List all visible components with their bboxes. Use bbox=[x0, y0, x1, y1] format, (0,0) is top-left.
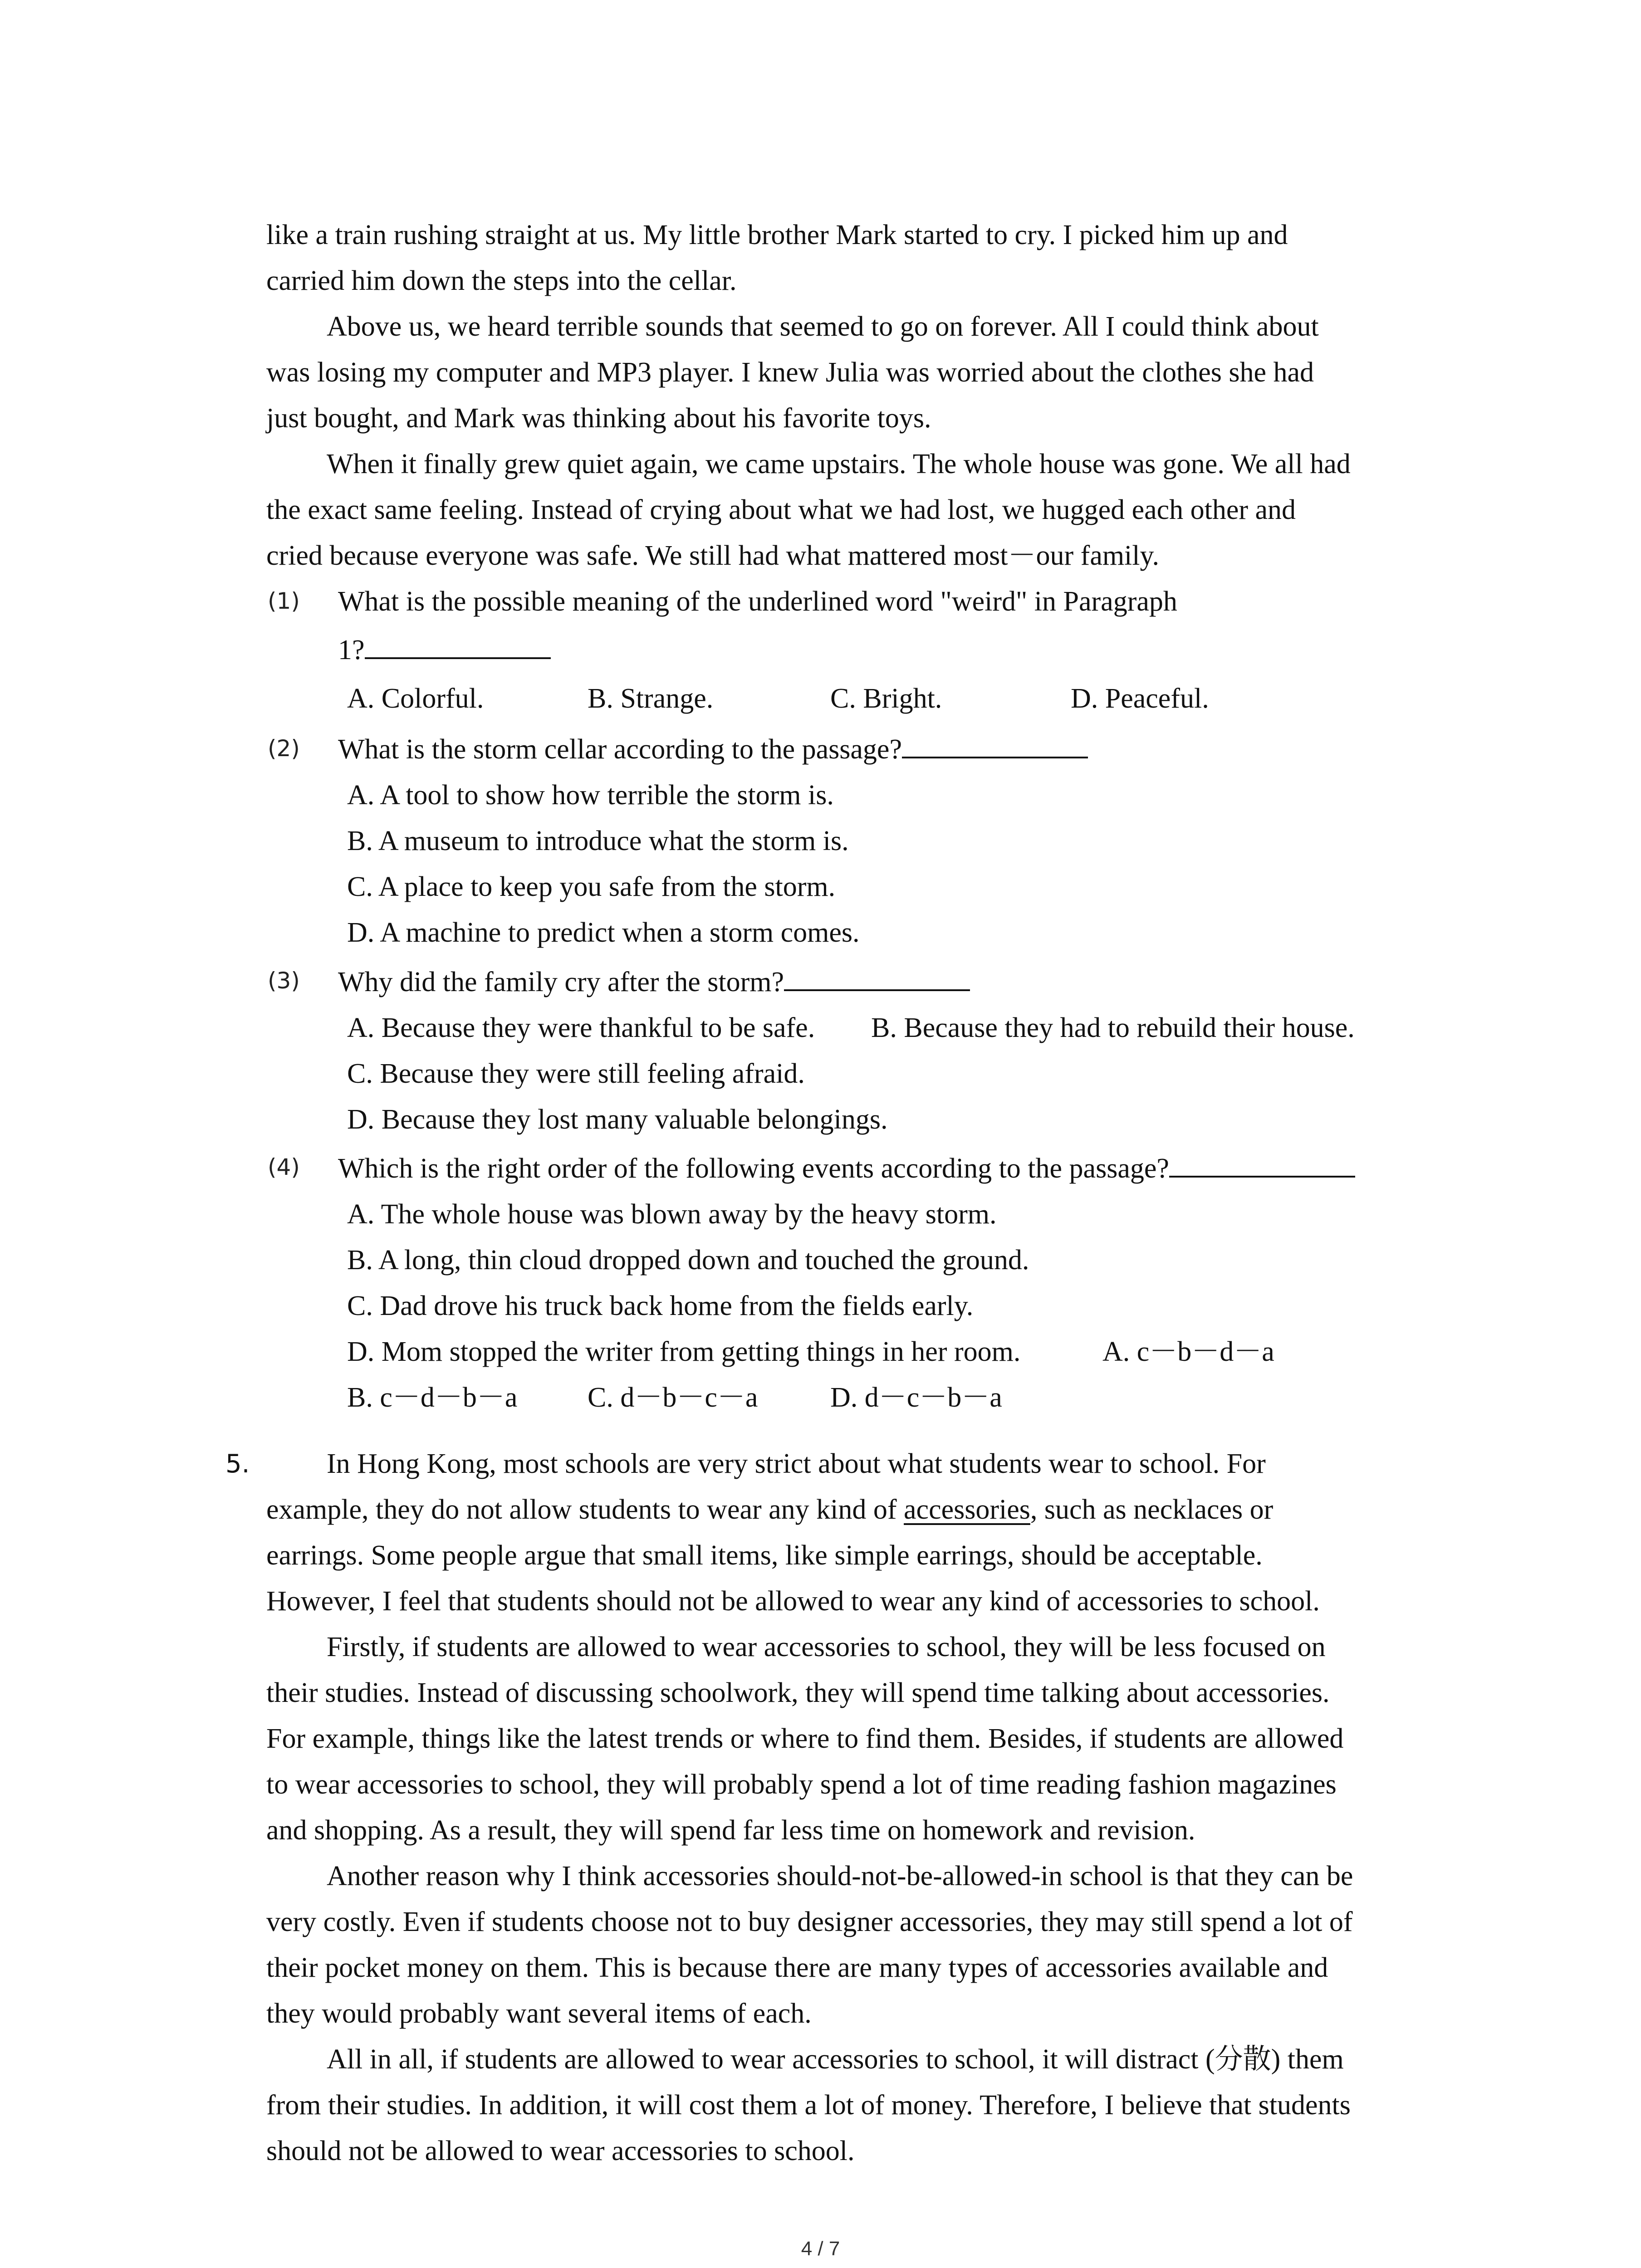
passage-line: earrings. Some people argue that small items, like simple earrings, should be acceptable. bbox=[266, 1540, 1263, 1571]
options-row bbox=[347, 1005, 1436, 1051]
option-a: A. Colorful. bbox=[347, 683, 484, 714]
passage-line: very costly. Even if students choose not to buy designer accessories, they may still spend a lot of bbox=[266, 1906, 1353, 1937]
page-number: 4 / 7 bbox=[801, 2238, 840, 2260]
answer-blank[interactable] bbox=[784, 962, 970, 991]
answer-blank[interactable] bbox=[1169, 1149, 1355, 1178]
passage-line: their studies. Instead of discussing schoolwork, they will spend time talking about accessories. bbox=[266, 1677, 1330, 1708]
passage-line bbox=[266, 1487, 1273, 1533]
option-b: B. Because they had to rebuild their house. bbox=[871, 1012, 1355, 1043]
passage-line: like a train rushing straight at us. My little brother Mark started to cry. I picked him up and bbox=[266, 220, 1288, 250]
question-number: (4) bbox=[268, 1154, 300, 1180]
event-d: D. Mom stopped the writer from getting things in her room. bbox=[347, 1336, 1021, 1367]
option-c: C. A place to keep you safe from the storm. bbox=[347, 871, 836, 902]
text-fragment: example, they do not allow students to wear any kind of bbox=[266, 1494, 904, 1525]
option-c: C. d－b－c－a bbox=[588, 1382, 758, 1413]
event-c: C. Dad drove his truck back home from the fields early. bbox=[347, 1290, 974, 1321]
passage-line: from their studies. In addition, it will cost them a lot of money. Therefore, I believe that students bbox=[266, 2090, 1351, 2121]
option-d: D. d－c－b－a bbox=[830, 1382, 1002, 1413]
option-a: A. A tool to show how terrible the storm is. bbox=[347, 780, 834, 811]
passage-line: their pocket money on them. This is because there are many types of accessories available and bbox=[266, 1952, 1328, 1983]
question-stem: What is the storm cellar according to the passage? bbox=[338, 734, 902, 765]
passage-line: should not be allowed to wear accessories to school. bbox=[266, 2136, 855, 2166]
option-a: A. Because they were thankful to be safe. bbox=[347, 1012, 815, 1043]
passage-line: just bought, and Mark was thinking about his favorite toys. bbox=[266, 403, 931, 434]
option-d: D. A machine to predict when a storm comes. bbox=[347, 917, 860, 948]
passage-line: Firstly, if students are allowed to wear accessories to school, they will be less focused on bbox=[327, 1632, 1326, 1662]
passage-line: carried him down the steps into the cellar. bbox=[266, 265, 737, 296]
option-a: A. c－b－d－a bbox=[1102, 1336, 1274, 1367]
question-text bbox=[338, 727, 1088, 772]
passage-line: In Hong Kong, most schools are very strict about what students wear to school. For bbox=[327, 1448, 1266, 1479]
option-b: B. A museum to introduce what the storm is. bbox=[347, 826, 849, 856]
question-text-tail: 1? bbox=[338, 635, 365, 665]
event-d-row bbox=[347, 1329, 1345, 1375]
passage-line: they would probably want several items of each. bbox=[266, 1998, 812, 2029]
option-c: C. Bright. bbox=[830, 683, 942, 714]
question-text bbox=[338, 1146, 1355, 1192]
section-number: 5. bbox=[225, 1449, 250, 1479]
passage-line: All in all, if students are allowed to wear accessories to school, it will distract (分散) them bbox=[327, 2044, 1344, 2075]
question-number: (1) bbox=[268, 588, 300, 614]
event-a: A. The whole house was blown away by the heavy storm. bbox=[347, 1199, 997, 1230]
options-row bbox=[347, 676, 1254, 722]
option-b: B. Strange. bbox=[588, 683, 714, 714]
question-stem: Which is the right order of the following events according to the passage? bbox=[338, 1153, 1169, 1184]
passage-line: However, I feel that students should not be allowed to wear any kind of accessories to school. bbox=[266, 1586, 1320, 1617]
passage-line: Above us, we heard terrible sounds that seemed to go on forever. All I could think about bbox=[327, 311, 1319, 342]
passage-line: to wear accessories to school, they will probably spend a lot of time reading fashion magazines bbox=[266, 1769, 1337, 1800]
passage-line: cried because everyone was safe. We still had what mattered most－our family. bbox=[266, 540, 1159, 571]
question-stem: Why did the family cry after the storm? bbox=[338, 967, 784, 997]
passage-line: was losing my computer and MP3 player. I knew Julia was worried about the clothes she had bbox=[266, 357, 1314, 388]
passage-line: and shopping. As a result, they will spend far less time on homework and revision. bbox=[266, 1815, 1195, 1846]
passage-line: When it finally grew quiet again, we came upstairs. The whole house was gone. We all had bbox=[327, 449, 1351, 479]
question-text-continued bbox=[338, 627, 551, 673]
option-b: B. c－d－b－a bbox=[347, 1382, 518, 1413]
question-number: (3) bbox=[268, 968, 300, 994]
options-row bbox=[347, 1375, 1345, 1421]
passage-line: Another reason why I think accessories should-not-be-allowed-in school is that they can be bbox=[327, 1861, 1353, 1892]
question-text bbox=[338, 959, 970, 1005]
text-fragment: , such as necklaces or bbox=[1030, 1494, 1274, 1525]
question-number: (2) bbox=[268, 735, 300, 762]
option-c: C. Because they were still feeling afraid. bbox=[347, 1058, 805, 1089]
passage-line: For example, things like the latest trends or where to find them. Besides, if students are allowed bbox=[266, 1723, 1344, 1754]
answer-blank[interactable] bbox=[365, 630, 551, 659]
underlined-word: accessories bbox=[904, 1494, 1030, 1525]
answer-blank[interactable] bbox=[902, 729, 1088, 758]
question-text: What is the possible meaning of the underlined word "weird" in Paragraph bbox=[338, 586, 1177, 617]
passage-line: the exact same feeling. Instead of crying about what we had lost, we hugged each other and bbox=[266, 494, 1296, 525]
option-d: D. Because they lost many valuable belongings. bbox=[347, 1104, 888, 1135]
option-d: D. Peaceful. bbox=[1071, 683, 1209, 714]
event-b: B. A long, thin cloud dropped down and touched the ground. bbox=[347, 1245, 1029, 1276]
